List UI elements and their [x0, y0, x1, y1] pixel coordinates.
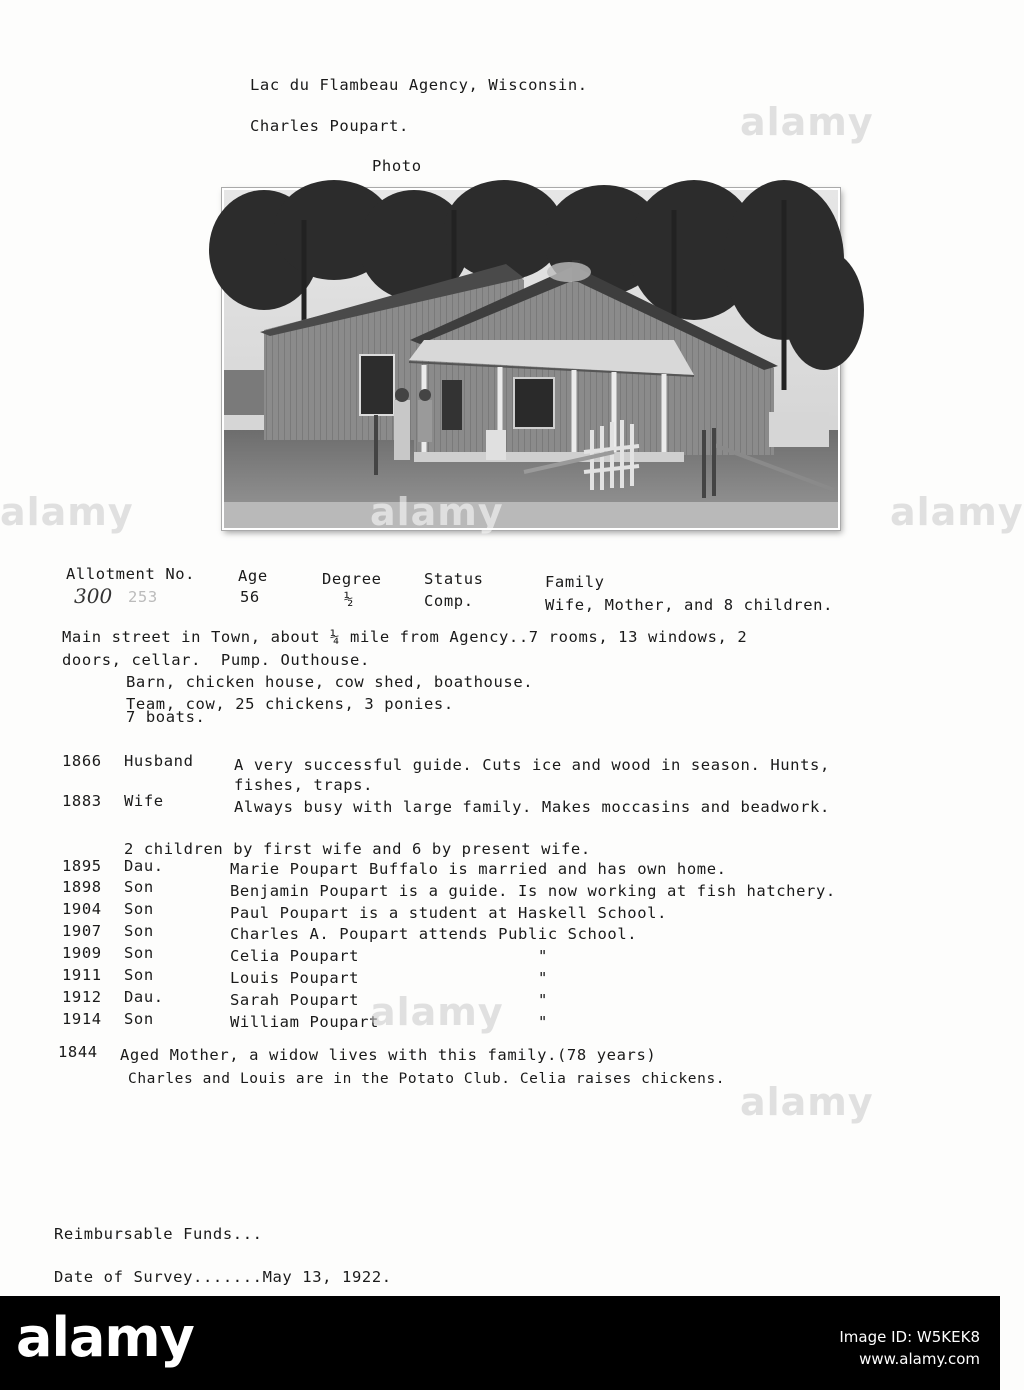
value-degree: ½ [344, 590, 354, 608]
child-description: Charles A. Poupart attends Public School. [230, 925, 638, 943]
child-description: Marie Poupart Buffalo is married and has own home. [230, 860, 727, 878]
wife-year: 1883 [62, 792, 102, 810]
watermark: alamy [0, 490, 134, 534]
allotment-number-struck: 253 [128, 588, 158, 606]
photo-label: Photo [372, 157, 422, 175]
property-line-3: Barn, chicken house, cow shed, boathouse. [126, 673, 534, 691]
person-name: Charles Poupart. [250, 117, 409, 135]
ditto-mark: " [538, 947, 548, 965]
ditto-mark: " [538, 1013, 548, 1031]
stock-footer-bar [0, 1296, 1000, 1390]
value-age: 56 [240, 588, 260, 606]
child-description: William Poupart [230, 1013, 379, 1031]
property-line-4: Team, cow, 25 chickens, 3 ponies. [126, 695, 454, 713]
header-degree: Degree [322, 570, 382, 588]
husband-year: 1866 [62, 752, 102, 770]
footer-info [839, 1326, 980, 1370]
child-year: 1898 [62, 878, 102, 896]
child-year: 1909 [62, 944, 102, 962]
header-status: Status [424, 570, 484, 588]
image-id: Image ID: W5KEK8 [839, 1328, 980, 1346]
property-line-2: doors, cellar. Pump. Outhouse. [62, 651, 370, 669]
ditto-mark: " [538, 969, 548, 987]
husband-text: A very successful guide. Cuts ice and wood in season. Hunts, [234, 756, 830, 774]
house-photograph [222, 188, 840, 530]
child-relation: Son [124, 944, 154, 962]
footer-logo: alamy [16, 1306, 194, 1369]
wife-role: Wife [124, 792, 164, 810]
child-relation: Dau. [124, 988, 164, 1006]
value-family: Wife, Mother, and 8 children. [545, 596, 834, 614]
child-relation: Son [124, 922, 154, 940]
child-description: Benjamin Poupart is a guide. Is now working at fish hatchery. [230, 882, 836, 900]
child-description: Louis Poupart [230, 969, 360, 987]
header-age: Age [238, 567, 268, 585]
child-year: 1912 [62, 988, 102, 1006]
header-family: Family [545, 573, 605, 591]
allotment-number-handwritten: 300 [74, 584, 113, 608]
child-relation: Dau. [124, 857, 164, 875]
child-relation: Son [124, 966, 154, 984]
mother-note: Charles and Louis are in the Potato Club. Celia raises chickens. [128, 1071, 726, 1087]
child-description: Sarah Poupart [230, 991, 360, 1009]
header-allotment-no: Allotment No. [66, 565, 196, 583]
watermark: alamy [890, 490, 1024, 534]
child-relation: Son [124, 900, 154, 918]
ditto-mark: " [538, 991, 548, 1009]
house-photo-image [224, 190, 838, 528]
mother-year: 1844 [58, 1043, 98, 1061]
watermark: alamy [370, 990, 504, 1034]
wife-text: Always busy with large family. Makes moccasins and beadwork. [234, 798, 830, 816]
mother-text: Aged Mother, a widow lives with this family.(78 years) [120, 1046, 657, 1064]
child-year: 1914 [62, 1010, 102, 1028]
reimbursable-funds: Reimbursable Funds... [54, 1225, 263, 1243]
date-of-survey: Date of Survey.......May 13, 1922. [54, 1268, 392, 1286]
child-description: Paul Poupart is a student at Haskell School. [230, 904, 667, 922]
child-relation: Son [124, 1010, 154, 1028]
child-year: 1904 [62, 900, 102, 918]
watermark: alamy [740, 1080, 874, 1124]
child-description: Celia Poupart [230, 947, 360, 965]
child-year: 1895 [62, 857, 102, 875]
property-line-1: Main street in Town, about ¼ mile from Agency..7 rooms, 13 windows, 2 [62, 628, 748, 646]
child-relation: Son [124, 878, 154, 896]
footer-url[interactable]: www.alamy.com [859, 1350, 980, 1368]
property-line-5: 7 boats. [126, 708, 206, 726]
agency-title: Lac du Flambeau Agency, Wisconsin. [250, 76, 588, 94]
husband-role: Husband [124, 752, 194, 770]
husband-text-2: fishes, traps. [234, 776, 374, 794]
child-year: 1911 [62, 966, 102, 984]
child-year: 1907 [62, 922, 102, 940]
value-status: Comp. [424, 592, 474, 610]
watermark: alamy [740, 100, 874, 144]
watermark: alamy [370, 490, 504, 534]
children-intro: 2 children by first wife and 6 by present wife. [124, 840, 591, 858]
